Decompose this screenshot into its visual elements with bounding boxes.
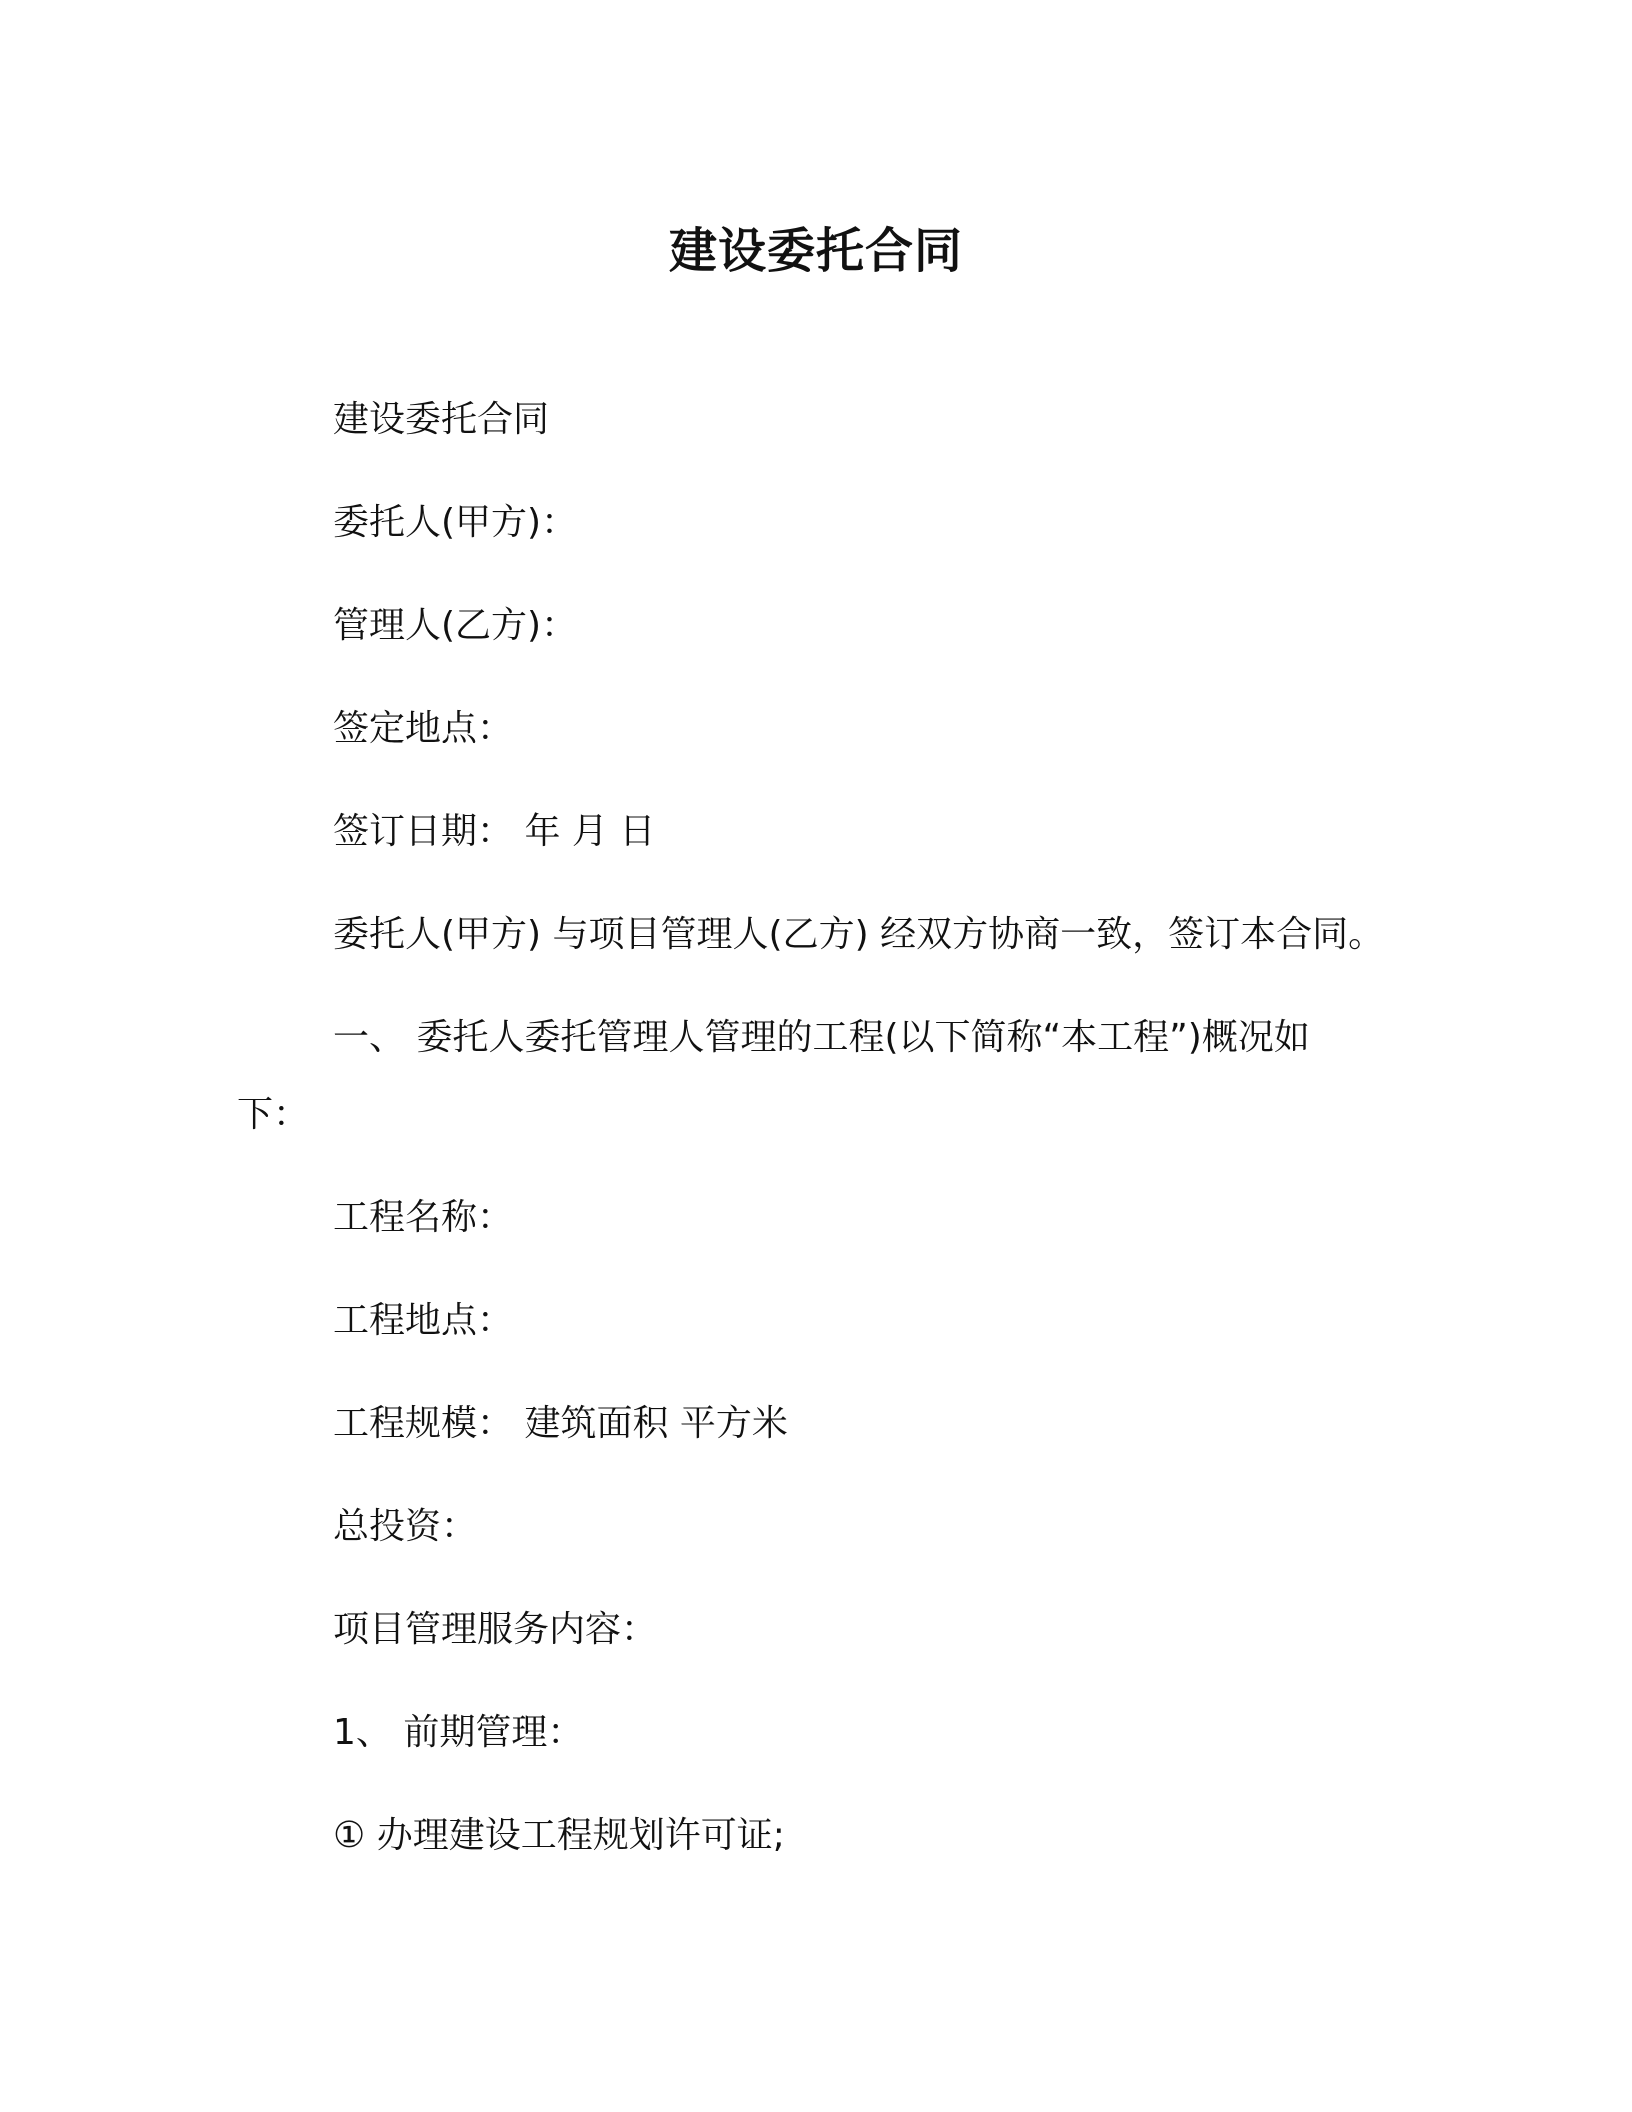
section-1-heading-line-2: 下： [237, 1094, 310, 1135]
total-investment-line [237, 1488, 1487, 1565]
service-content-line [237, 1591, 1487, 1668]
contract-subtitle [237, 381, 1487, 458]
total-investment-label: 总投资： [333, 1506, 478, 1547]
signing-date-label: 签订日期： 年 月 日 [333, 811, 656, 852]
document-body [237, 381, 1487, 1900]
project-location-label: 工程地点： [333, 1300, 514, 1341]
client-label: 委托人(甲方)： [333, 502, 578, 543]
project-name-line [237, 1179, 1487, 1256]
preamble-paragraph [237, 896, 1487, 973]
item-1-heading: 1、 前期管理： [333, 1712, 584, 1753]
item-1-sub-1-line [237, 1797, 1487, 1874]
section-1-heading [237, 999, 1487, 1153]
signing-place-label: 签定地点： [333, 708, 514, 749]
service-content-label: 项目管理服务内容： [333, 1609, 658, 1650]
signing-date-line [237, 793, 1487, 870]
section-1-heading-line-1: 一、 委托人委托管理人管理的工程(以下简称“本工程”)概况如 [333, 1017, 1310, 1058]
project-location-line [237, 1282, 1487, 1359]
document-title: 建设委托合同 [668, 223, 963, 279]
project-scale-line [237, 1385, 1487, 1462]
manager-line [237, 587, 1487, 664]
contract-subtitle-text: 建设委托合同 [333, 399, 550, 440]
project-name-label: 工程名称： [333, 1197, 514, 1238]
manager-label: 管理人(乙方)： [333, 605, 578, 646]
preamble-text: 委托人(甲方) 与项目管理人(乙方) 经双方协商一致，签订本合同。 [333, 914, 1385, 955]
item-1-heading-line [237, 1694, 1487, 1771]
client-line [237, 484, 1487, 561]
item-1-sub-1: ① 办理建设工程规划许可证; [333, 1815, 785, 1856]
project-scale-label: 工程规模： 建筑面积 平方米 [333, 1403, 788, 1444]
signing-place-line [237, 690, 1487, 767]
